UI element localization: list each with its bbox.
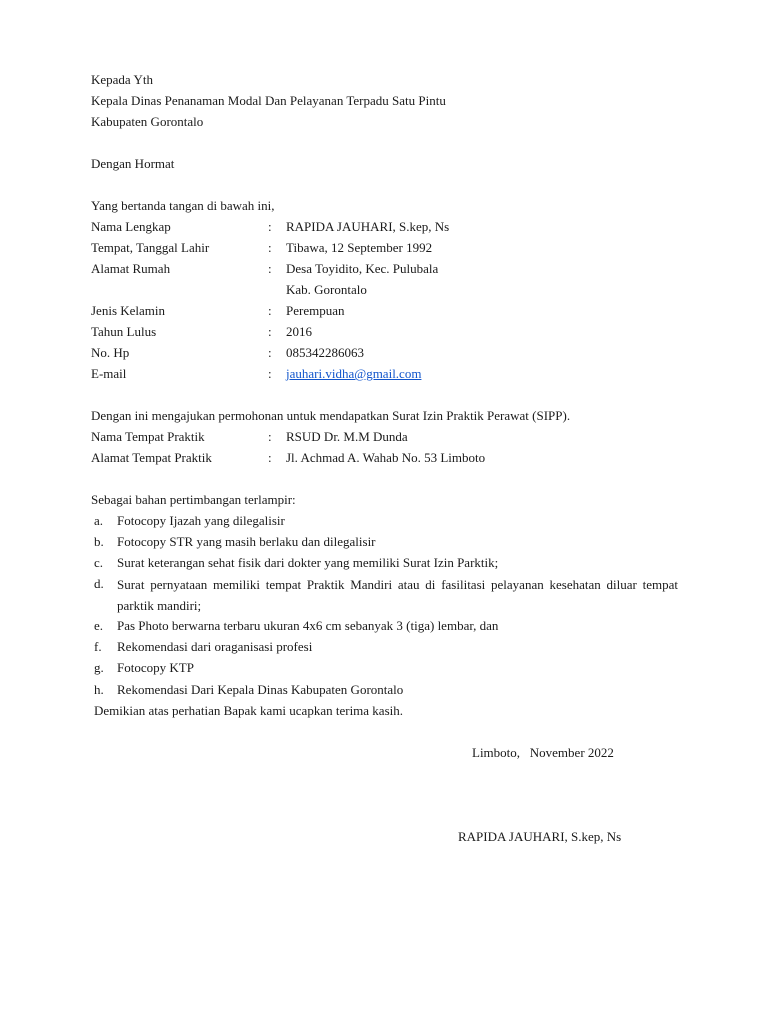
field-email bbox=[91, 366, 691, 382]
list-marker: a. bbox=[94, 513, 104, 528]
field-colon: : bbox=[268, 324, 272, 339]
field-gender bbox=[91, 303, 691, 319]
closing-text: Demikian atas perhatian Bapak kami ucapkan terima kasih. bbox=[94, 703, 403, 718]
recipient-line-1: Kepada Yth bbox=[91, 72, 153, 87]
list-marker: h. bbox=[94, 682, 104, 697]
list-item-text: Fotocopy STR yang masih berlaku dan dilegalisir bbox=[117, 534, 376, 549]
list-item-text: Pas Photo berwarna terbaru ukuran 4x6 cm sebanyak 3 (tiga) lembar, dan bbox=[117, 618, 499, 633]
intro-text: Yang bertanda tangan di bawah ini, bbox=[91, 198, 275, 213]
field-label: Jenis Kelamin bbox=[91, 303, 166, 318]
field-label: E-mail bbox=[91, 366, 127, 381]
field-value: 085342286063 bbox=[286, 345, 364, 360]
field-value: Kab. Gorontalo bbox=[286, 282, 367, 297]
field-value: Desa Toyidito, Kec. Pulubala bbox=[286, 261, 439, 276]
field-colon: : bbox=[268, 261, 272, 276]
list-marker: g. bbox=[94, 660, 104, 675]
list-item-text: Surat pernyataan memiliki tempat Praktik Mandiri atau di fasilitasi pelayanan kesehatan diluar tempat parktik mandiri; bbox=[117, 577, 678, 613]
field-value: 2016 bbox=[286, 324, 312, 339]
field-label: Alamat Rumah bbox=[91, 261, 171, 276]
field-practice-address bbox=[91, 450, 691, 466]
field-colon: : bbox=[268, 240, 272, 255]
field-colon: : bbox=[268, 429, 272, 444]
field-value: Perempuan bbox=[286, 303, 345, 318]
list-item-text: Rekomendasi Dari Kepala Dinas Kabupaten Gorontalo bbox=[117, 682, 404, 697]
greeting: Dengan Hormat bbox=[91, 156, 175, 171]
field-address bbox=[91, 261, 691, 277]
field-value: RAPIDA JAUHARI, S.kep, Ns bbox=[286, 219, 450, 234]
email-link[interactable]: jauhari.vidha@gmail.com bbox=[286, 366, 422, 381]
recipient-line-2: Kepala Dinas Penanaman Modal Dan Pelayanan Terpadu Satu Pintu bbox=[91, 93, 446, 108]
field-name bbox=[91, 219, 691, 235]
field-colon: : bbox=[268, 366, 272, 381]
field-label: No. Hp bbox=[91, 345, 130, 360]
list-marker: b. bbox=[94, 534, 104, 549]
list-marker: c. bbox=[94, 555, 104, 570]
field-label: Alamat Tempat Praktik bbox=[91, 450, 212, 465]
list-item-text: Surat keterangan sehat fisik dari dokter yang memiliki Surat Izin Parktik; bbox=[117, 555, 499, 570]
list-item-text: Fotocopy KTP bbox=[117, 660, 194, 675]
recipient-line-3: Kabupaten Gorontalo bbox=[91, 114, 204, 129]
field-value: RSUD Dr. M.M Dunda bbox=[286, 429, 408, 444]
field-colon: : bbox=[268, 219, 272, 234]
signature-name: RAPIDA JAUHARI, S.kep, Ns bbox=[458, 829, 622, 844]
field-address-continued bbox=[91, 282, 691, 298]
field-label: Nama Lengkap bbox=[91, 219, 171, 234]
field-colon: : bbox=[268, 450, 272, 465]
list-item-text: Rekomendasi dari oraganisasi profesi bbox=[117, 639, 313, 654]
request-text: Dengan ini mengajukan permohonan untuk mendapatkan Surat Izin Praktik Perawat (SIPP). bbox=[91, 408, 571, 423]
field-value: Tibawa, 12 September 1992 bbox=[286, 240, 433, 255]
list-marker: f. bbox=[94, 639, 102, 654]
field-phone bbox=[91, 345, 691, 361]
list-marker: e. bbox=[94, 618, 104, 633]
field-practice-place bbox=[91, 429, 691, 445]
field-colon: : bbox=[268, 345, 272, 360]
field-graduation-year bbox=[91, 324, 691, 340]
field-label: Tahun Lulus bbox=[91, 324, 157, 339]
field-value: Jl. Achmad A. Wahab No. 53 Limboto bbox=[286, 450, 486, 465]
field-label: Nama Tempat Praktik bbox=[91, 429, 205, 444]
list-marker: d. bbox=[94, 576, 104, 591]
place-date: Limboto, November 2022 bbox=[472, 745, 614, 760]
field-birth bbox=[91, 240, 691, 256]
field-colon: : bbox=[268, 303, 272, 318]
list-item-text: Fotocopy Ijazah yang dilegalisir bbox=[117, 513, 285, 528]
field-label: Tempat, Tanggal Lahir bbox=[91, 240, 210, 255]
attachments-intro: Sebagai bahan pertimbangan terlampir: bbox=[91, 492, 296, 507]
